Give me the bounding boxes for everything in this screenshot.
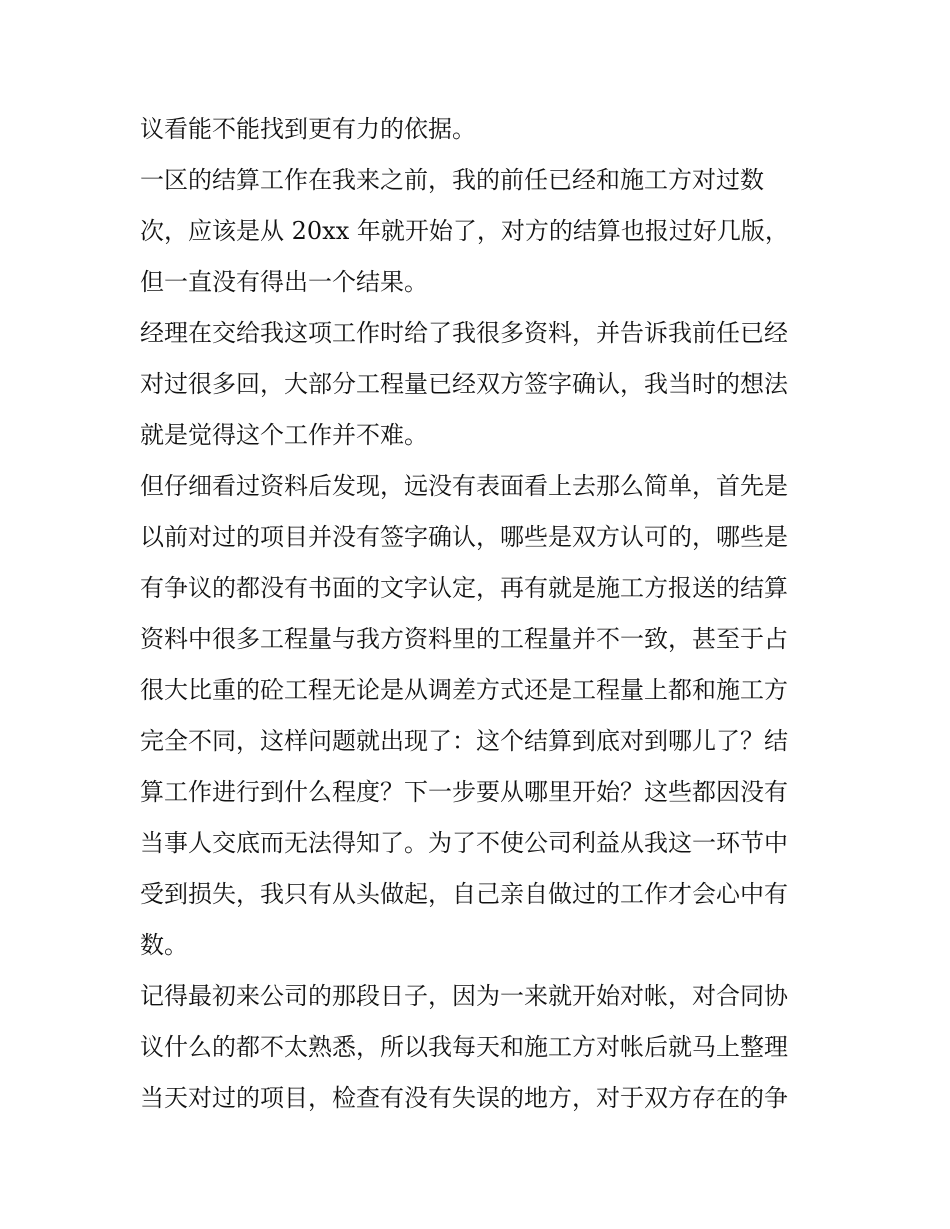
text-line: 资料中很多工程量与我方资料里的工程量并不一致，甚至于占 (140, 625, 788, 653)
text-line: 次，应该是从 20xx 年就开始了，对方的结算也报过好几版， (140, 217, 789, 245)
text-line: 受到损失，我只有从头做起，自己亲自做过的工作才会心中有 (140, 880, 788, 908)
text-line: 算工作进行到什么程度？下一步要从哪里开始？这些都因没有 (140, 778, 788, 806)
text-line: 但仔细看过资料后发现，远没有表面看上去那么简单，首先是 (140, 472, 788, 500)
text-line: 当事人交底而无法得知了。为了不使公司利益从我这一环节中 (140, 829, 788, 857)
text-line: 议看能不能找到更有力的依据。 (140, 115, 476, 143)
text-line: 记得最初来公司的那段日子，因为一来就开始对帐，对合同协 (140, 982, 788, 1010)
text-line: 就是觉得这个工作并不难。 (140, 421, 428, 449)
text-line: 议什么的都不太熟悉，所以我每天和施工方对帐后就马上整理 (140, 1033, 788, 1061)
text-line: 很大比重的砼工程无论是从调差方式还是工程量上都和施工方 (140, 676, 788, 704)
text-line: 当天对过的项目，检查有没有失误的地方，对于双方存在的争 (140, 1084, 788, 1112)
text-line: 完全不同，这样问题就出现了：这个结算到底对到哪儿了？结 (140, 727, 788, 755)
text-line: 数。 (140, 931, 188, 959)
text-line: 以前对过的项目并没有签字确认，哪些是双方认可的，哪些是 (140, 523, 788, 551)
text-line: 但一直没有得出一个结果。 (140, 268, 428, 296)
text-line: 一区的结算工作在我来之前，我的前任已经和施工方对过数 (140, 166, 764, 194)
text-line: 有争议的都没有书面的文字认定，再有就是施工方报送的结算 (140, 574, 788, 602)
text-line: 经理在交给我这项工作时给了我很多资料，并告诉我前任已经 (140, 319, 788, 347)
text-line: 对过很多回，大部分工程量已经双方签字确认，我当时的想法 (140, 370, 788, 398)
document-body (140, 104, 820, 1124)
